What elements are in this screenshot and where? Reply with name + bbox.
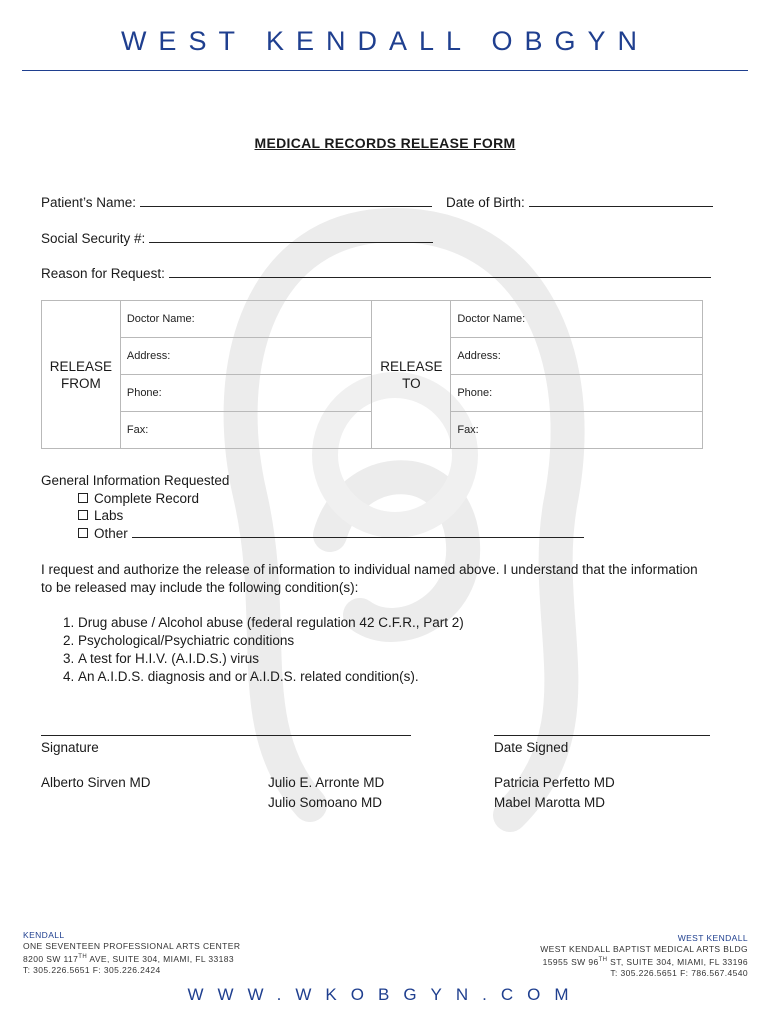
to-fax-field[interactable]: Fax: [451,412,703,449]
footer-building: ONE SEVENTEEN PROFESSIONAL ARTS CENTER [23,941,241,951]
footer-phone: T: 305.226.5651 F: 786.567.4540 [610,967,748,978]
from-address-field[interactable]: Address: [120,338,372,375]
website-url[interactable]: WWW.WKOBGYN.COM [187,985,583,1004]
release-to-cell [372,301,451,449]
footer-office-name: KENDALL [23,930,65,940]
general-info-heading: General Information Requested [41,473,230,488]
option-other-label: Other [94,526,128,541]
patient-name-label: Patient’s Name: [41,195,137,210]
dob-label: Date of Birth: [446,195,525,210]
footer-office-name: WEST KENDALL [677,933,748,943]
form-title: MEDICAL RECORDS RELEASE FORM [254,135,516,151]
from-fax-field[interactable]: Fax: [120,412,372,449]
checkbox-icon[interactable] [78,528,88,538]
option-complete-record[interactable] [78,491,199,506]
release-from-cell [42,301,121,449]
authorization-text [41,561,731,597]
doctor-name: Patricia Perfetto MD [494,775,615,790]
release-table [41,300,703,449]
footer-phone: T: 305.226.5651 F: 305.226.2424 [23,964,161,975]
ssn-field[interactable] [149,231,433,243]
authorization-line-1: I request and authorize the release of information to individual named above. I understand that the information [41,562,698,577]
date-signed-line[interactable] [494,735,710,736]
condition-item: 2. Psychological/Psychiatric conditions [78,632,464,650]
footer-kendall-address [23,930,240,976]
footer-street: 15955 SW 96TH ST, SUITE 304, MIAMI, FL 33196 [542,956,748,967]
option-other[interactable] [78,526,584,541]
footer-street: 8200 SW 117TH AVE, SUITE 304, MIAMI, FL 33183 [23,953,235,964]
doctor-name: Alberto Sirven MD [41,775,151,790]
release-from-label-1: RELEASE [49,358,113,374]
condition-item: 3. A test for H.I.V. (A.I.D.S.) virus [78,650,464,668]
condition-item: 1. Drug abuse / Alcohol abuse (federal regulation 42 C.F.R., Part 2) [78,614,464,632]
from-phone-field[interactable]: Phone: [120,375,372,412]
header-divider [22,70,748,71]
footer-west-kendall-address [540,933,748,979]
doctor-name: Julio E. Arronte MD [268,775,385,790]
patient-name-row [41,195,432,210]
doctor-name: Julio Somoano MD [268,795,383,810]
signature-line[interactable] [41,735,411,736]
option-complete-record-label: Complete Record [94,491,200,506]
conditions-list [60,614,464,686]
to-phone-field[interactable]: Phone: [451,375,703,412]
signature-label: Signature [41,740,99,755]
authorization-line-2: to be released may include the following condition(s): [41,580,359,595]
date-signed-label: Date Signed [494,740,569,755]
footer-building: WEST KENDALL BAPTIST MEDICAL ARTS BLDG [540,944,748,954]
checkbox-icon[interactable] [78,510,88,520]
reason-label: Reason for Request: [41,266,165,281]
reason-row [41,266,711,281]
ssn-row [41,231,433,246]
from-doctor-name-field[interactable]: Doctor Name: [120,301,372,338]
release-to-label-2: TO [402,375,421,391]
condition-item: 4. An A.I.D.S. diagnosis and or A.I.D.S. related condition(s). [78,668,464,686]
option-labs-label: Labs [94,508,124,523]
patient-name-field[interactable] [140,195,432,207]
dob-field[interactable] [529,195,713,207]
checkbox-icon[interactable] [78,493,88,503]
ssn-label: Social Security #: [41,231,146,246]
other-field[interactable] [132,526,584,538]
doctor-column-2 [268,773,384,813]
to-doctor-name-field[interactable]: Doctor Name: [451,301,703,338]
option-labs[interactable] [78,508,123,523]
release-to-label-1: RELEASE [380,358,443,374]
doctor-name: Mabel Marotta MD [494,795,606,810]
to-address-field[interactable]: Address: [451,338,703,375]
dob-row [446,195,713,210]
release-from-label-2: FROM [61,375,101,391]
doctor-column-3 [494,773,615,813]
reason-field[interactable] [169,266,711,278]
doctor-column-1 [41,773,151,793]
practice-logo: WEST KENDALL OBGYN [120,26,650,56]
